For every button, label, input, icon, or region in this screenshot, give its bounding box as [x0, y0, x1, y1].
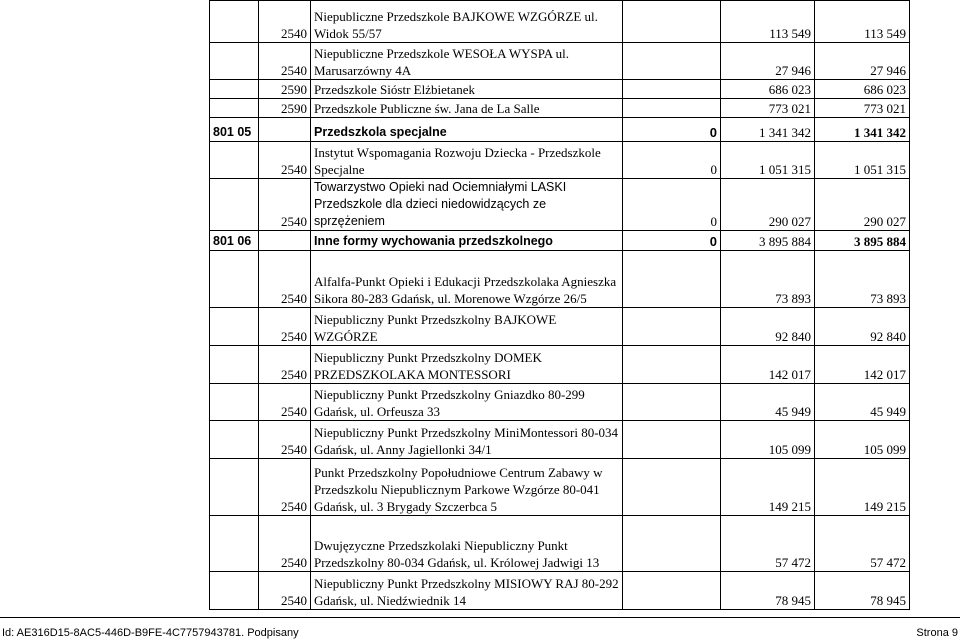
budget-table: [209, 0, 910, 610]
item-name: Niepubliczny Punkt Przedszkolny DOMEK PRZEDSZKOLAKA MONTESSORI: [311, 346, 623, 384]
value-z: [623, 251, 721, 308]
value-z: [623, 1, 721, 43]
value-z: [623, 384, 721, 421]
value-f: 57 472: [815, 516, 910, 572]
value-f: 290 027: [815, 179, 910, 231]
paragraph-code: 2590: [259, 99, 311, 118]
paragraph-code: 2540: [259, 308, 311, 346]
section-cell: [210, 43, 259, 80]
item-name: Niepubliczny Punkt Przedszkolny Gniazdko 80-299 Gdańsk, ul. Orfeusza 33: [311, 384, 623, 421]
value-t: 1 051 315: [721, 142, 815, 179]
table-row: [210, 43, 910, 80]
item-name: Alfalfa-Punkt Opieki i Edukacji Przedszkolaka Agnieszka Sikora 80-283 Gdańsk, ul. Morenowe Wzgórze 26/5: [311, 251, 623, 308]
page-number: Strona 9: [916, 627, 958, 639]
value-f: 27 946: [815, 43, 910, 80]
value-t: 92 840: [721, 308, 815, 346]
value-f: 142 017: [815, 346, 910, 384]
section-cell: [210, 421, 259, 459]
paragraph-code: 2540: [259, 1, 311, 43]
item-name: Przedszkole Sióstr Elżbietanek: [311, 80, 623, 99]
paragraph-code: 2540: [259, 179, 311, 231]
section-cell: [210, 308, 259, 346]
value-z: [623, 43, 721, 80]
value-f: 92 840: [815, 308, 910, 346]
value-f: 73 893: [815, 251, 910, 308]
item-name: Niepubliczny Punkt Przedszkolny BAJKOWE WZGÓRZE: [311, 308, 623, 346]
section-cell: [210, 384, 259, 421]
item-name: Niepubliczne Przedszkole WESOŁA WYSPA ul. Marusarzówny 4A: [311, 43, 623, 80]
section-code: 801 06: [210, 231, 259, 251]
value-f: 105 099: [815, 421, 910, 459]
value-z: 0: [623, 231, 721, 251]
table-row: [210, 459, 910, 516]
section-row: [210, 231, 910, 251]
item-name: Punkt Przedszkolny Popołudniowe Centrum Zabawy w Przedszkolu Niepublicznym Parkowe Wzgórze 80-041 Gdańsk, ul. 3 Brygady Szczerbca 5: [311, 459, 623, 516]
value-z: [623, 346, 721, 384]
chapter-cell: [259, 118, 311, 142]
value-t: 686 023: [721, 80, 815, 99]
value-f: 113 549: [815, 1, 910, 43]
value-t: 113 549: [721, 1, 815, 43]
value-z: [623, 459, 721, 516]
value-z: [623, 99, 721, 118]
paragraph-code: 2540: [259, 421, 311, 459]
paragraph-code: 2540: [259, 142, 311, 179]
paragraph-code: 2540: [259, 459, 311, 516]
paragraph-code: 2540: [259, 43, 311, 80]
section-cell: [210, 80, 259, 99]
value-t: 773 021: [721, 99, 815, 118]
table-row: [210, 142, 910, 179]
table-row: [210, 80, 910, 99]
section-cell: [210, 346, 259, 384]
value-f: 1 051 315: [815, 142, 910, 179]
item-name: Niepubliczny Punkt Przedszkolny MISIOWY RAJ 80-292 Gdańsk, ul. Niedźwiednik 14: [311, 572, 623, 610]
paragraph-code: 2540: [259, 251, 311, 308]
paragraph-code: 2540: [259, 346, 311, 384]
value-t: 290 027: [721, 179, 815, 231]
value-z: [623, 421, 721, 459]
paragraph-code: 2540: [259, 384, 311, 421]
item-name: Niepubliczny Punkt Przedszkolny MiniMontessori 80-034 Gdańsk, ul. Anny Jagiellonki 34/1: [311, 421, 623, 459]
section-cell: [210, 142, 259, 179]
value-f: 78 945: [815, 572, 910, 610]
item-name: Instytut Wspomagania Rozwoju Dziecka - Przedszkole Specjalne: [311, 142, 623, 179]
table-row: [210, 1, 910, 43]
value-z: [623, 308, 721, 346]
value-t: 27 946: [721, 43, 815, 80]
item-name: Inne formy wychowania przedszkolnego: [311, 231, 623, 251]
value-t: 78 945: [721, 572, 815, 610]
table-row: [210, 384, 910, 421]
value-f: 45 949: [815, 384, 910, 421]
value-f: 773 021: [815, 99, 910, 118]
value-t: 149 215: [721, 459, 815, 516]
value-t: 73 893: [721, 251, 815, 308]
table-row: [210, 308, 910, 346]
section-cell: [210, 459, 259, 516]
value-t: 105 099: [721, 421, 815, 459]
value-z: 0: [623, 142, 721, 179]
item-name: Towarzystwo Opieki nad Ociemniałymi LASKI Przedszkole dla dzieci niedowidzących ze sprzężeniem: [311, 179, 623, 231]
section-code: 801 05: [210, 118, 259, 142]
item-name: Niepubliczne Przedszkole BAJKOWE WZGÓRZE ul. Widok 55/57: [311, 1, 623, 43]
paragraph-code: 2540: [259, 516, 311, 572]
document-id-signature: Id: AE316D15-8AC5-446D-B9FE-4C7757943781. Podpisany: [2, 627, 299, 639]
footer-divider: [0, 617, 960, 618]
value-z: [623, 80, 721, 99]
table-row: [210, 99, 910, 118]
value-z: [623, 572, 721, 610]
section-cell: [210, 179, 259, 231]
value-t: 45 949: [721, 384, 815, 421]
section-cell: [210, 516, 259, 572]
value-z: [623, 516, 721, 572]
value-f: 3 895 884: [815, 231, 910, 251]
table-row: [210, 516, 910, 572]
value-t: 57 472: [721, 516, 815, 572]
section-cell: [210, 572, 259, 610]
section-row: [210, 118, 910, 142]
chapter-cell: [259, 231, 311, 251]
budget-table-body: [210, 1, 910, 610]
value-f: 1 341 342: [815, 118, 910, 142]
paragraph-code: 2540: [259, 572, 311, 610]
item-name: Przedszkole Publiczne św. Jana de La Salle: [311, 99, 623, 118]
section-cell: [210, 1, 259, 43]
value-t: 3 895 884: [721, 231, 815, 251]
section-cell: [210, 99, 259, 118]
value-z: 0: [623, 118, 721, 142]
item-name: Przedszkola specjalne: [311, 118, 623, 142]
table-row: [210, 179, 910, 231]
table-row: [210, 421, 910, 459]
value-t: 142 017: [721, 346, 815, 384]
section-cell: [210, 251, 259, 308]
value-f: 149 215: [815, 459, 910, 516]
paragraph-code: 2590: [259, 80, 311, 99]
value-t: 1 341 342: [721, 118, 815, 142]
table-row: [210, 572, 910, 610]
table-row: [210, 251, 910, 308]
page-footer: [0, 626, 960, 640]
table-row: [210, 346, 910, 384]
item-name: Dwujęzyczne Przedszkolaki Niepubliczny Punkt Przedszkolny 80-034 Gdańsk, ul. Królowej Jadwigi 13: [311, 516, 623, 572]
value-z: 0: [623, 179, 721, 231]
value-f: 686 023: [815, 80, 910, 99]
